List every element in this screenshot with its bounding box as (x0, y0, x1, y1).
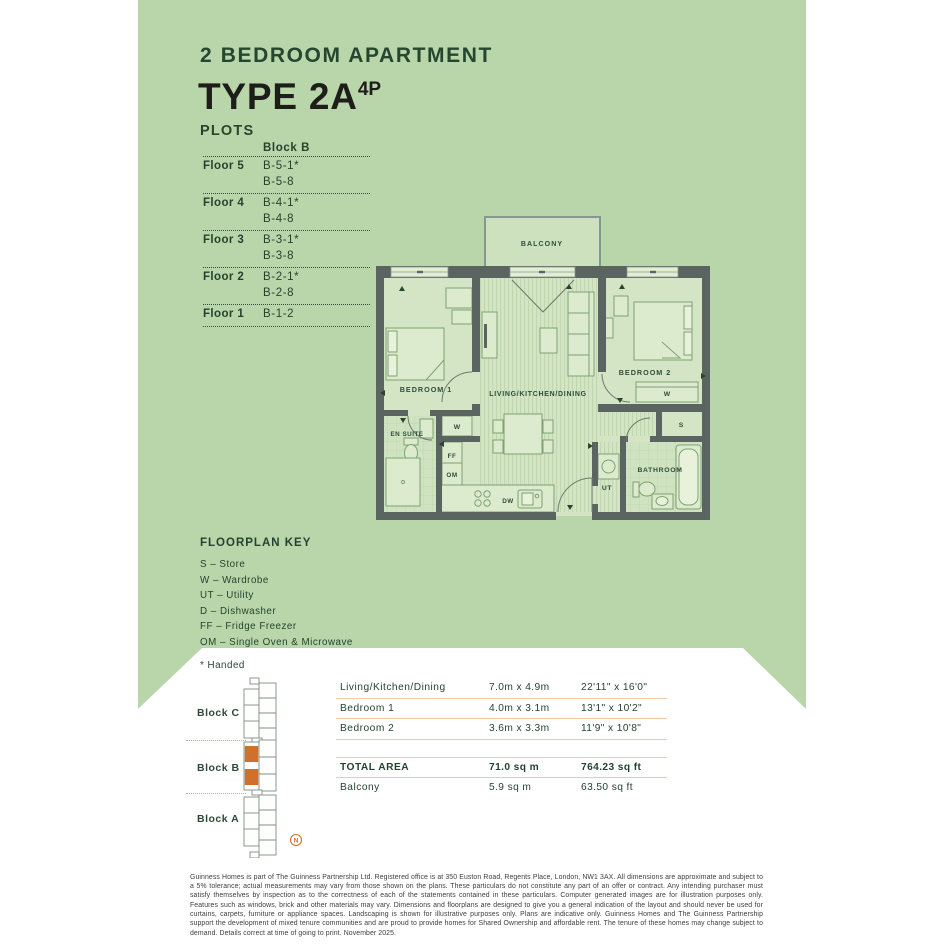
handed-note: * Handed (200, 659, 245, 671)
floor-label: Floor 2 (203, 271, 245, 283)
key-item: D – Dishwasher (200, 605, 277, 617)
dim-room: Balcony (340, 782, 380, 794)
dim-metric: 3.6m x 3.3m (489, 723, 550, 735)
plots-table (203, 141, 370, 327)
balcony-area-row (336, 778, 667, 798)
coffee-table (540, 328, 557, 353)
key-item: W – Wardrobe (200, 574, 269, 586)
plot-code: B-4-1* (263, 197, 300, 209)
dim-room: TOTAL AREA (340, 761, 410, 773)
label-wardrobe2: W (663, 391, 671, 398)
shelf (452, 310, 472, 324)
toilet-tank (633, 482, 639, 497)
plot-code: B-2-1* (263, 271, 300, 283)
plots-row-floor1 (203, 305, 370, 327)
dim-room: Bedroom 2 (340, 723, 395, 735)
dim-imperial: 764.23 sq ft (581, 761, 642, 773)
plot-code: B-3-8 (263, 249, 295, 262)
tv (484, 324, 487, 348)
pillow (388, 331, 397, 352)
dimension-row (336, 699, 667, 720)
total-area-row (336, 758, 667, 779)
key-item: FF – Fridge Freezer (200, 621, 297, 633)
plot-code: B-3-1* (263, 234, 300, 246)
key-item: OM – Single Oven & Microwave (200, 636, 353, 648)
dimension-row (336, 719, 667, 740)
plots-row-floor5 (203, 157, 370, 194)
label-oven-microwave: OM (446, 472, 458, 479)
dimension-row (336, 678, 667, 699)
plots-row-floor4 (203, 194, 370, 231)
plot-code: B-2-8 (263, 286, 295, 299)
dim-metric: 5.9 sq m (489, 782, 532, 794)
block-divider (186, 740, 246, 741)
block-label-a: Block A (197, 813, 240, 825)
dining-table (504, 414, 542, 454)
floor-label: Floor 4 (203, 197, 245, 209)
chair (493, 420, 503, 433)
floor-label: Floor 3 (203, 234, 245, 246)
dim-imperial: 11'9" x 10'8" (581, 723, 642, 735)
legal-disclaimer: Guinness Homes is part of The Guinness Partnership Ltd. Registered office is at 350 Euston Road, Regents Place, London, NW1 3AX. All dimensions are approximate and subject to a 5% tolerance; actual measurements may vary from those shown on the plans. These particulars do not constitute any part of an offer or contract. Any intending purchaser must satisfy themselves by inspection as to the correctness of each of the statements contained in these particulars. Computer generated images are for illustration purposes only. Features such as windows, brick and other materials may vary. Dimensions and floorplans are designed to give you a general indication of the layout and should never be used for curtains, carpets, furniture or appliance spaces. Landscaping is shown for illustrative purposes only. Plans are indicative only. Guinness Homes and The Guinness Partnership support the development of mixed tenure communities and are proud to provide homes for Shared Ownership and affordable rent. The tenure of these homes may change subject to demand. Details correct at time of going to print. November 2025. (190, 873, 763, 937)
dim-metric: 7.0m x 4.9m (489, 682, 550, 694)
cabinet (614, 296, 628, 316)
shelf (446, 288, 472, 308)
compass-north-label: N (293, 837, 299, 845)
chair (543, 420, 553, 433)
dim-room: Bedroom 1 (340, 702, 395, 714)
room-label-ensuite: EN SUITE (390, 431, 424, 438)
floorplan-drawing (368, 210, 718, 528)
washer (598, 454, 619, 479)
floorplan-key (200, 537, 353, 671)
type-label: TYPE 2A (198, 76, 358, 117)
pillow (684, 306, 692, 329)
dim-metric: 4.0m x 3.1m (489, 702, 550, 714)
floorplan-key-title: FLOORPLAN KEY (200, 537, 312, 549)
key-item: S – Store (200, 559, 246, 570)
floor-label: Floor 1 (203, 308, 245, 320)
plots-heading: PLOTS (200, 123, 255, 139)
shower (386, 458, 420, 506)
room-label-bedroom1: BEDROOM 1 (399, 385, 453, 394)
plots-row-floor2 (203, 268, 370, 305)
plot-code: B-5-1* (263, 160, 300, 172)
pillow (684, 332, 692, 355)
balcony (485, 217, 600, 271)
windows (391, 267, 678, 277)
room-label-bedroom2: BEDROOM 2 (618, 368, 672, 377)
toilet-tank (404, 438, 418, 445)
dimensions-table (336, 678, 667, 798)
block-label-b: Block B (197, 762, 240, 774)
compass (291, 835, 302, 846)
chair (543, 440, 553, 453)
plots-row-floor3 (203, 231, 370, 268)
dim-imperial: 22'11" x 16'0" (581, 682, 648, 694)
dim-metric: 71.0 sq m (489, 761, 540, 773)
chair (493, 440, 503, 453)
dim-imperial: 13'1" x 10'2" (581, 702, 643, 714)
block-divider (186, 793, 246, 794)
basin-bowl (656, 497, 668, 506)
room-label-balcony: BALCONY (520, 241, 564, 248)
floor-label: Floor 5 (203, 160, 245, 172)
block-label-c: Block C (197, 707, 240, 719)
label-dishwasher: DW (502, 498, 514, 505)
site-plan (238, 676, 308, 858)
page-title (198, 76, 381, 118)
plot-code: B-5-8 (263, 175, 295, 188)
key-item: UT – Utility (200, 590, 254, 602)
table-divider (336, 740, 667, 758)
building-outline (244, 678, 276, 858)
room-label-living: LIVING/KITCHEN/DINING (489, 391, 587, 398)
bed2 (634, 302, 692, 360)
type-superscript: 4P (357, 79, 382, 100)
label-wardrobe1: W (453, 424, 461, 431)
dim-imperial: 63.50 sq ft (581, 782, 633, 794)
label-utility: UT (601, 485, 613, 492)
bath-inner (679, 449, 698, 505)
corridor-floor (598, 412, 656, 436)
label-store: S (678, 422, 684, 429)
dim-room: Living/Kitchen/Dining (340, 682, 446, 694)
sink-bowl (522, 493, 533, 505)
room-label-bathroom: BATHROOM (637, 467, 683, 474)
plot-code: B-1-2 (263, 308, 295, 320)
plots-column-header: Block B (203, 141, 370, 157)
label-fridge-freezer: FF (447, 453, 457, 460)
pillow (388, 355, 397, 376)
plot-code: B-4-8 (263, 212, 295, 225)
apartment-subtitle: 2 BEDROOM APARTMENT (200, 44, 493, 67)
